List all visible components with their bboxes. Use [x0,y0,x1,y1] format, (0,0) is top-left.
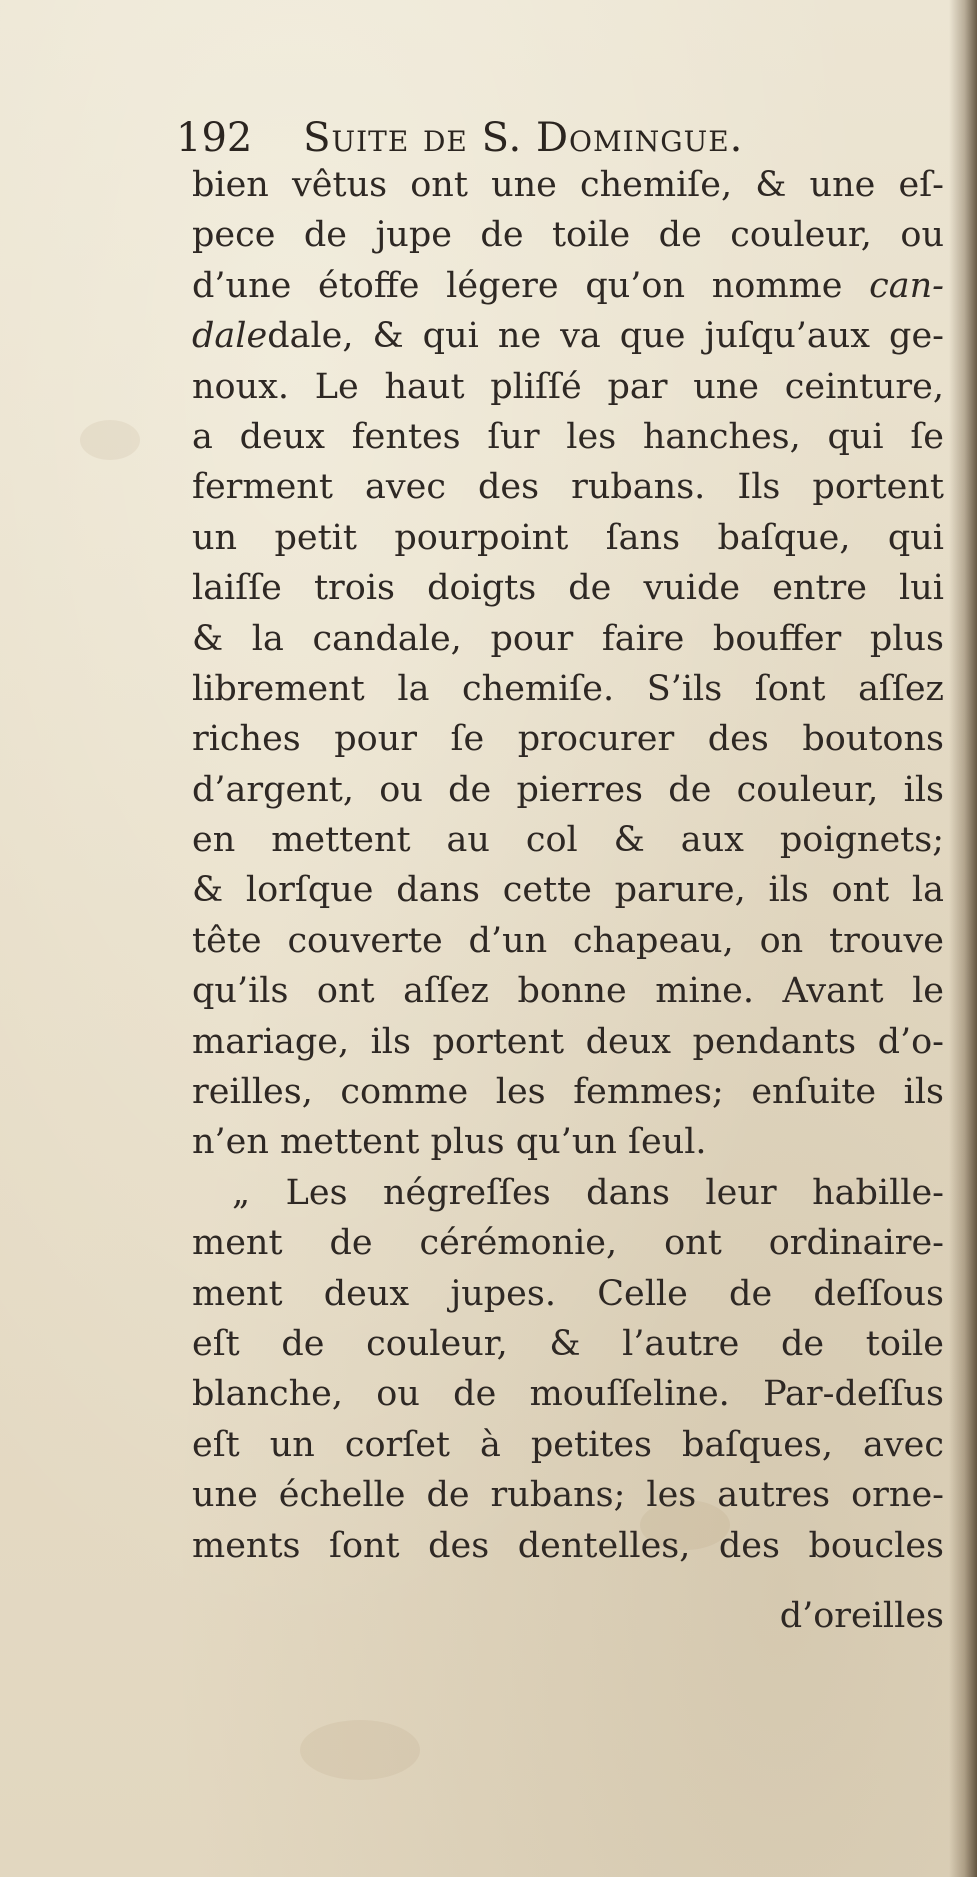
text-line: n’en mettent plus qu’un ſeul. [192,1122,707,1163]
text-line: ferment avec des rubans. Ils portent [192,467,944,508]
foxing-spot [80,420,140,460]
italic-word: can- [869,265,944,306]
text-line: pece de jupe de toile de couleur, ou [192,215,944,256]
catchword: d’oreilles [779,1596,944,1636]
text-line: eſt de couleur, & l’autre de toile [192,1323,944,1364]
text-line: librement la chemiſe. S’ils ſont aſſez [192,668,944,709]
foxing-spot [300,1720,420,1780]
text-line: laiſſe trois doigts de vuide entre lui [192,568,944,609]
text-line: eſt un corſet à petites baſques, avec [192,1424,944,1465]
text-line: qu’ils ont aſſez bonne mine. Avant le [192,971,944,1012]
text-line: bien vêtus ont une chemiſe, & une eſ- [192,165,944,205]
text-line: en mettent au col & aux poignets; [192,820,944,861]
text-line-rest: dale, & qui ne va que juſqu’aux ge- [267,316,944,357]
text-line: riches pour ſe procurer des boutons [192,719,944,760]
text-line: d’argent, ou de pierres de couleur, ils [192,769,944,810]
body-text [192,160,944,1640]
italic-word: dale [192,316,268,357]
text-line: & la candale, pour faire bouffer plus [192,618,944,659]
page-number: 192 [176,115,253,161]
text-line-main: d’une étoffe légere qu’on nomme [192,265,843,306]
text-line: a deux fentes ſur les hanches, qui ſe [192,416,944,457]
text-line: & lorſque dans cette parure, ils ont la [192,870,944,911]
running-head [176,108,936,168]
text-line: „ Les négreſſes dans leur habille- [232,1172,944,1213]
text-line: blanche, ou de mouſſeline. Par-deſſus [192,1374,944,1415]
text-line: mariage, ils portent deux pendants d’o- [192,1021,944,1062]
text-line: une échelle de rubans; les autres orne- [192,1475,944,1516]
text-line: noux. Le haut pliſſé par une ceinture, [192,366,944,407]
text-line: ment deux jupes. Celle de deſſous [192,1273,944,1314]
text-line: tête couverte d’un chapeau, on trouve [192,920,944,961]
text-line [192,311,944,361]
text-line: ment de cérémonie, ont ordinaire- [192,1223,944,1264]
text-line [192,261,944,311]
page-edge-shadow [949,0,977,1877]
text-line: ments ſont des dentelles, des boucles [192,1525,944,1566]
text-line: reilles, comme les femmes; enſuite ils [192,1072,944,1113]
text-line: un petit pourpoint ſans baſque, qui [192,517,944,558]
running-title: Suite de S. Domingue. [303,115,744,161]
